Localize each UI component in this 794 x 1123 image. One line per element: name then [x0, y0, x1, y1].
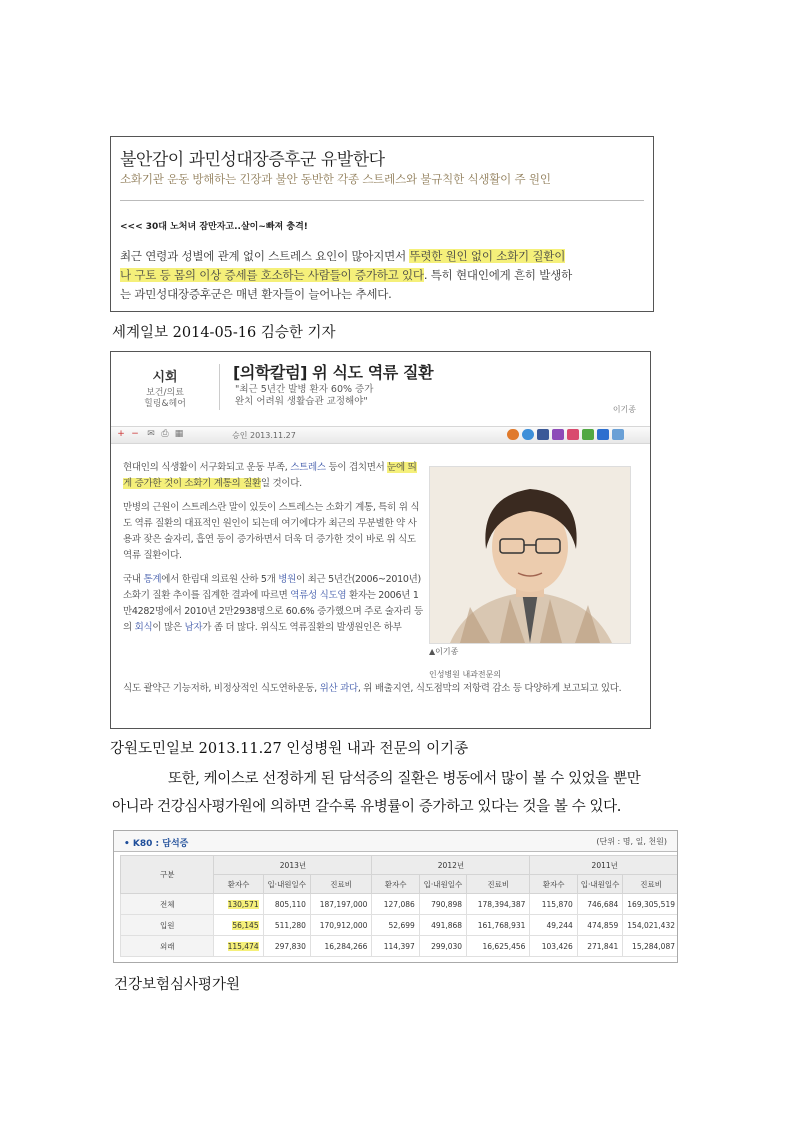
article-text: 이 많은 [152, 622, 185, 633]
year-header: 2013년 [214, 856, 372, 875]
year-header: 2012년 [372, 856, 530, 875]
share-naver-icon[interactable] [582, 429, 594, 440]
article-text: 등이 겹치면서 [325, 462, 388, 473]
col-header: 입·내원일수 [263, 875, 310, 894]
clip1-subtitle: 소화기관 운동 방해하는 긴장과 불안 동반한 각종 스트레스와 불규칙한 식생활이 주 원인 [120, 172, 551, 186]
clip1-title: 불안감이 과민성대장증후군 유발한다 [120, 150, 385, 170]
row-label: 전체 [121, 894, 214, 915]
table-cell [214, 936, 263, 957]
col-header: 입·내원일수 [577, 875, 622, 894]
clip1-body-text: 최근 연령과 성별에 관계 없이 스트레스 요인이 많아지면서 [120, 249, 410, 263]
table-cell: 297,830 [263, 936, 310, 957]
article-text: 현대인의 식생활이 서구화되고 운동 부족, [123, 462, 291, 473]
table-cell: 16,625,456 [467, 936, 530, 957]
table-cell: 154,021,432 [623, 915, 678, 936]
body-paragraph-line: 또한, 케이스로 선정하게 된 담석증의 질환은 병동에서 많이 볼 수 있었을 뿐만 [168, 771, 641, 787]
col-header: 진료비 [310, 875, 372, 894]
col-header: 환자수 [214, 875, 263, 894]
table-cell: 103,426 [530, 936, 577, 957]
row-label: 외래 [121, 936, 214, 957]
table-unit: (단위 : 명, 일, 천원) [596, 837, 667, 846]
section-box [111, 352, 219, 422]
table-row [121, 936, 679, 957]
reporter-photo [429, 466, 631, 644]
article-text: 식도 괄약근 기능저하, 비정상적인 식도연하운동, [123, 683, 320, 694]
clip1-body [120, 247, 648, 304]
share-bookmark-icon[interactable] [612, 429, 624, 440]
section-name: 시회 [152, 370, 178, 385]
share-twitter-icon[interactable] [522, 429, 534, 440]
caption-2: 강원도민일보 2013.11.27 인성병원 내과 전문의 이기종 [110, 741, 469, 757]
table-cell: 161,768,931 [467, 915, 530, 936]
caption-3: 건강보험심사평가원 [114, 977, 241, 993]
share-facebook-icon[interactable] [537, 429, 549, 440]
table-cell: 170,912,000 [310, 915, 372, 936]
email-icon[interactable]: ✉ [147, 429, 155, 439]
article-highlight: 눈에 띄게 증가한 것이 소화기 계통의 질환 [123, 462, 417, 489]
highlighted-value: 115,474 [227, 941, 259, 951]
clip1-highlight: 나 구토 등 몸의 이상 증세를 호소하는 사람들이 증가하고 있다 [120, 268, 424, 282]
group-header: 구분 [121, 856, 214, 894]
article-text: 일 것이다. [260, 478, 302, 489]
table-cell: 16,284,266 [310, 936, 372, 957]
clip1-related-link[interactable]: <<< 30대 노처녀 잠만자고..살이~빠져 충격! [120, 222, 308, 232]
font-increase-icon[interactable]: + [117, 429, 125, 439]
share-rss-icon[interactable] [507, 429, 519, 440]
article-paragraph [123, 460, 423, 492]
article-link[interactable]: 위산 [319, 683, 338, 694]
col-header: 환자수 [530, 875, 577, 894]
caption-1: 세계일보 2014-05-16 김승한 기자 [112, 325, 336, 341]
article-body [123, 460, 423, 644]
highlighted-value: 56,145 [232, 920, 259, 930]
article-text: 가 좀 더 많다. 위식도 역류질환의 발생원인은 하부 [202, 622, 402, 633]
clip1-body-text: . 특히 현대인에게 흔히 발생하 [423, 268, 573, 282]
clip2-headline: [의학칼럼] 위 식도 역류 질환 [233, 363, 434, 382]
body-paragraph-line: 아니라 건강심사평가원에 의하면 갈수록 유병률이 증가하고 있다는 것을 볼 수 있다. [112, 799, 621, 815]
share-yozm-icon[interactable] [567, 429, 579, 440]
article-text: 환자는 2006년 1만4282명에서 2010년 2만2938명으로 60.6% 증가했으며 주로 술자리 등의 [123, 590, 423, 633]
table-cell: 187,197,000 [310, 894, 372, 915]
table-cell: 299,030 [419, 936, 466, 957]
article-paragraph: 만병의 근원이 스트레스란 말이 있듯이 스트레스는 소화기 계통, 특히 위 식도 역류 질환의 대표적인 원인이 되는데 여기에다가 최근의 무분별한 약 사용과 잦은 술자리, 흡연 등이 증가하면서 더욱 더 증가한 것이 바로 위 식도 역류 질환이다. [123, 502, 420, 561]
table-cell: 271,841 [577, 936, 622, 957]
table-cell: 52,699 [372, 915, 419, 936]
col-header: 진료비 [467, 875, 530, 894]
table-cell: 746,684 [577, 894, 622, 915]
table-cell: 474,859 [577, 915, 622, 936]
article-body-continued [123, 681, 643, 697]
article-link[interactable]: 남자 [184, 622, 203, 633]
table-cell: 15,284,087 [623, 936, 678, 957]
table-header-row [121, 856, 679, 875]
share-google-icon[interactable] [597, 429, 609, 440]
clip1-body-text: 는 과민성대장증후군은 매년 환자들이 늘어나는 추세다. [120, 287, 392, 301]
clip2-deck: "최근 5년간 발병 환자 60% 증가 [235, 384, 374, 395]
news-clip-1 [110, 136, 654, 312]
scrap-icon[interactable]: ▦ [174, 429, 184, 439]
table-cell: 169,305,519 [623, 894, 678, 915]
article-link[interactable]: 과다 [340, 683, 358, 694]
section-divider [219, 364, 220, 410]
table-cell: 127,086 [372, 894, 419, 915]
col-header: 진료비 [623, 875, 678, 894]
table-cell [214, 915, 263, 936]
table-cell: 178,394,387 [467, 894, 530, 915]
col-header: 환자수 [372, 875, 419, 894]
article-link[interactable]: 회식 [134, 622, 153, 633]
col-header: 입·내원일수 [419, 875, 466, 894]
table-cell: 790,898 [419, 894, 466, 915]
table-cell: 115,870 [530, 894, 577, 915]
article-link[interactable]: 역류성 식도염 [290, 590, 347, 601]
photo-caption: ▲이기종 [429, 647, 459, 656]
table-cell: 491,868 [419, 915, 466, 936]
table-title-bar [114, 831, 677, 852]
table-name: • K80 : 담석증 [124, 839, 189, 849]
article-text: , 위 배출지연, 식도점막의 저항력 감소 등 다양하게 보고되고 있다. [357, 683, 622, 694]
table-row [121, 894, 679, 915]
article-link[interactable]: 병원 [278, 574, 297, 585]
article-text: 이 최근 5년간(2006~2010년) 소화기 질환 추이를 집계한 결과에 따르면 [123, 574, 421, 601]
print-icon[interactable]: ⎙ [161, 429, 169, 439]
clip2-byline: 이기종 [612, 405, 636, 414]
photo-caption: 인성병원 내과전문의 [429, 670, 502, 679]
highlighted-value: 130,571 [227, 899, 259, 909]
article-paragraph [123, 572, 423, 636]
statistics-table [120, 855, 678, 957]
news-clip-2 [110, 351, 651, 729]
clip2-deck: 완치 어려워 생활습관 교정해야" [235, 396, 368, 407]
year-header: 2011년 [530, 856, 678, 875]
article-link[interactable]: 스트레스 [290, 462, 326, 473]
section-sub: 보건/의료 [146, 388, 184, 398]
clip1-divider [120, 200, 644, 201]
article-link[interactable]: 통계 [143, 574, 162, 585]
table-cell: 805,110 [263, 894, 310, 915]
clip1-highlight: 뚜렷한 원인 없이 소화기 질환이 [409, 249, 566, 263]
table-cell: 114,397 [372, 936, 419, 957]
row-label: 입원 [121, 915, 214, 936]
table-cell [214, 894, 263, 915]
section-sub: 힐링&헤어 [144, 399, 186, 409]
table-cell: 511,280 [263, 915, 310, 936]
font-decrease-icon[interactable]: − [131, 429, 139, 439]
share-me2day-icon[interactable] [552, 429, 564, 440]
table-cell: 49,244 [530, 915, 577, 936]
article-toolbar [111, 426, 650, 444]
article-date: 승인 2013.11.27 [232, 431, 296, 440]
table-row [121, 915, 679, 936]
article-text: 국내 [123, 574, 144, 585]
portrait-image [430, 467, 630, 643]
article-text: 에서 한림대 의료원 산하 5개 [161, 574, 279, 585]
statistics-table-clip [113, 830, 678, 963]
